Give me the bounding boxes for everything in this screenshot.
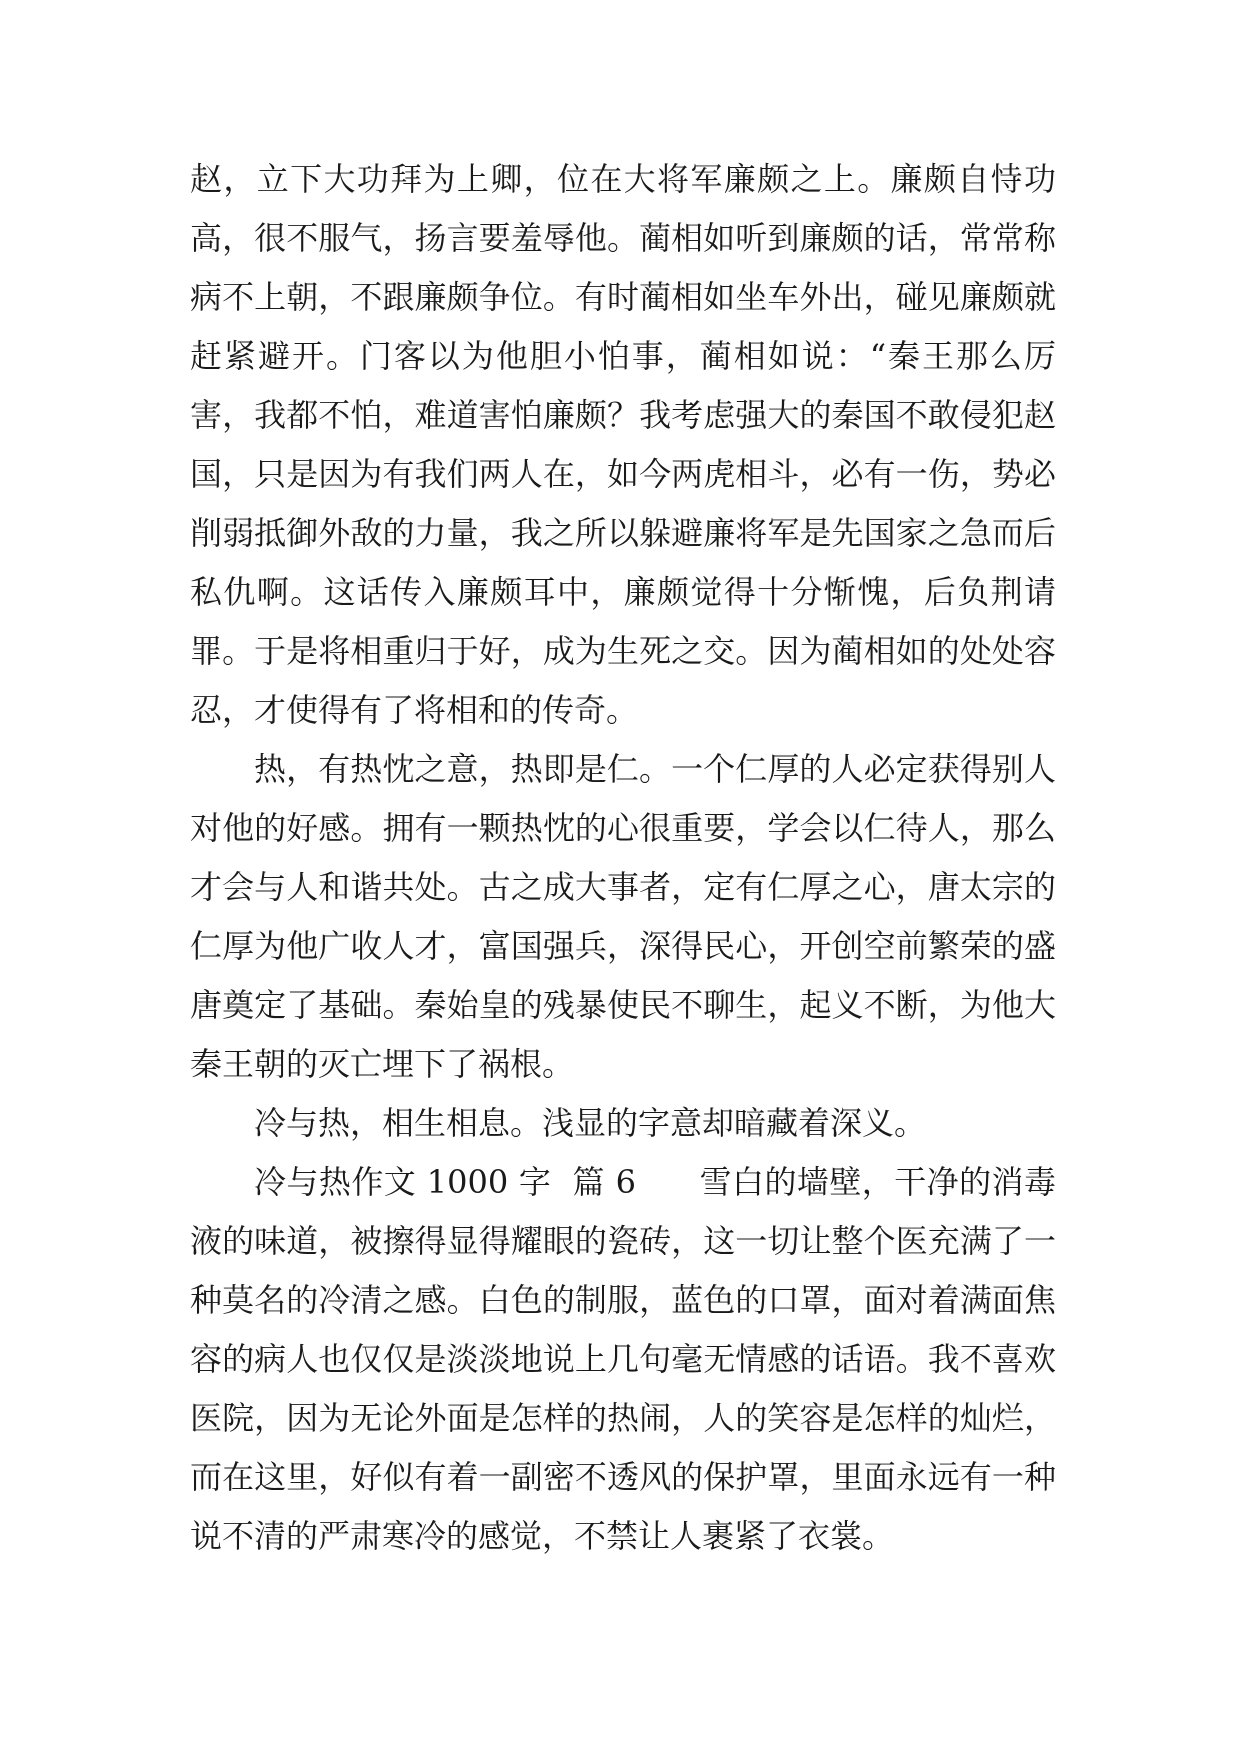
- paragraph-4: 冷与热作文 1000 字 篇 6 雪白的墙壁，干净的消毒液的味道，被擦得显得耀眼的瓷砖，这一切让整个医充满了一种莫名的冷清之感。白色的制服，蓝色的口罩，面对着满面焦容的病人也仅仅是淡淡地说上几句毫无情感的话语。我不喜欢医院，因为无论外面是怎样的热闹，人的笑容是怎样的灿烂，而在这里，好似有着一副密不透风的保护罩，里面永远有一种说不清的严肃寒冷的感觉，不禁让人裹紧了衣裳。: [190, 1163, 1056, 1555]
- document-body: [190, 150, 1056, 1566]
- paragraph-3: 冷与热，相生相息。浅显的字意却暗藏着深义。: [254, 1104, 927, 1142]
- paragraph-1: 赵，立下大功拜为上卿，位在大将军廉颇之上。廉颇自恃功高，很不服气，扬言要羞辱他。蔺相如听到廉颇的话，常常称病不上朝，不跟廉颇争位。有时蔺相如坐车外出，碰见廉颇就赶紧避开。门客以为他胆小怕事，蔺相如说：“秦王那么厉害，我都不怕，难道害怕廉颇？我考虑强大的秦国不敢侵犯赵国，只是因为有我们两人在，如今两虎相斗，必有一伤，势必削弱抵御外敌的力量，我之所以躲避廉将军是先国家之急而后私仇啊。这话传入廉颇耳中，廉颇觉得十分惭愧，后负荆请罪。于是将相重归于好，成为生死之交。因为蔺相如的处处容忍，才使得有了将相和的传奇。: [190, 160, 1056, 729]
- paragraph-2: 热，有热忱之意，热即是仁。一个仁厚的人必定获得别人对他的好感。拥有一颗热忱的心很重要，学会以仁待人，那么才会与人和谐共处。古之成大事者，定有仁厚之心，唐太宗的仁厚为他广收人才，富国强兵，深得民心，开创空前繁荣的盛唐奠定了基础。秦始皇的残暴使民不聊生，起义不断，为他大秦王朝的灭亡埋下了祸根。: [190, 750, 1056, 1083]
